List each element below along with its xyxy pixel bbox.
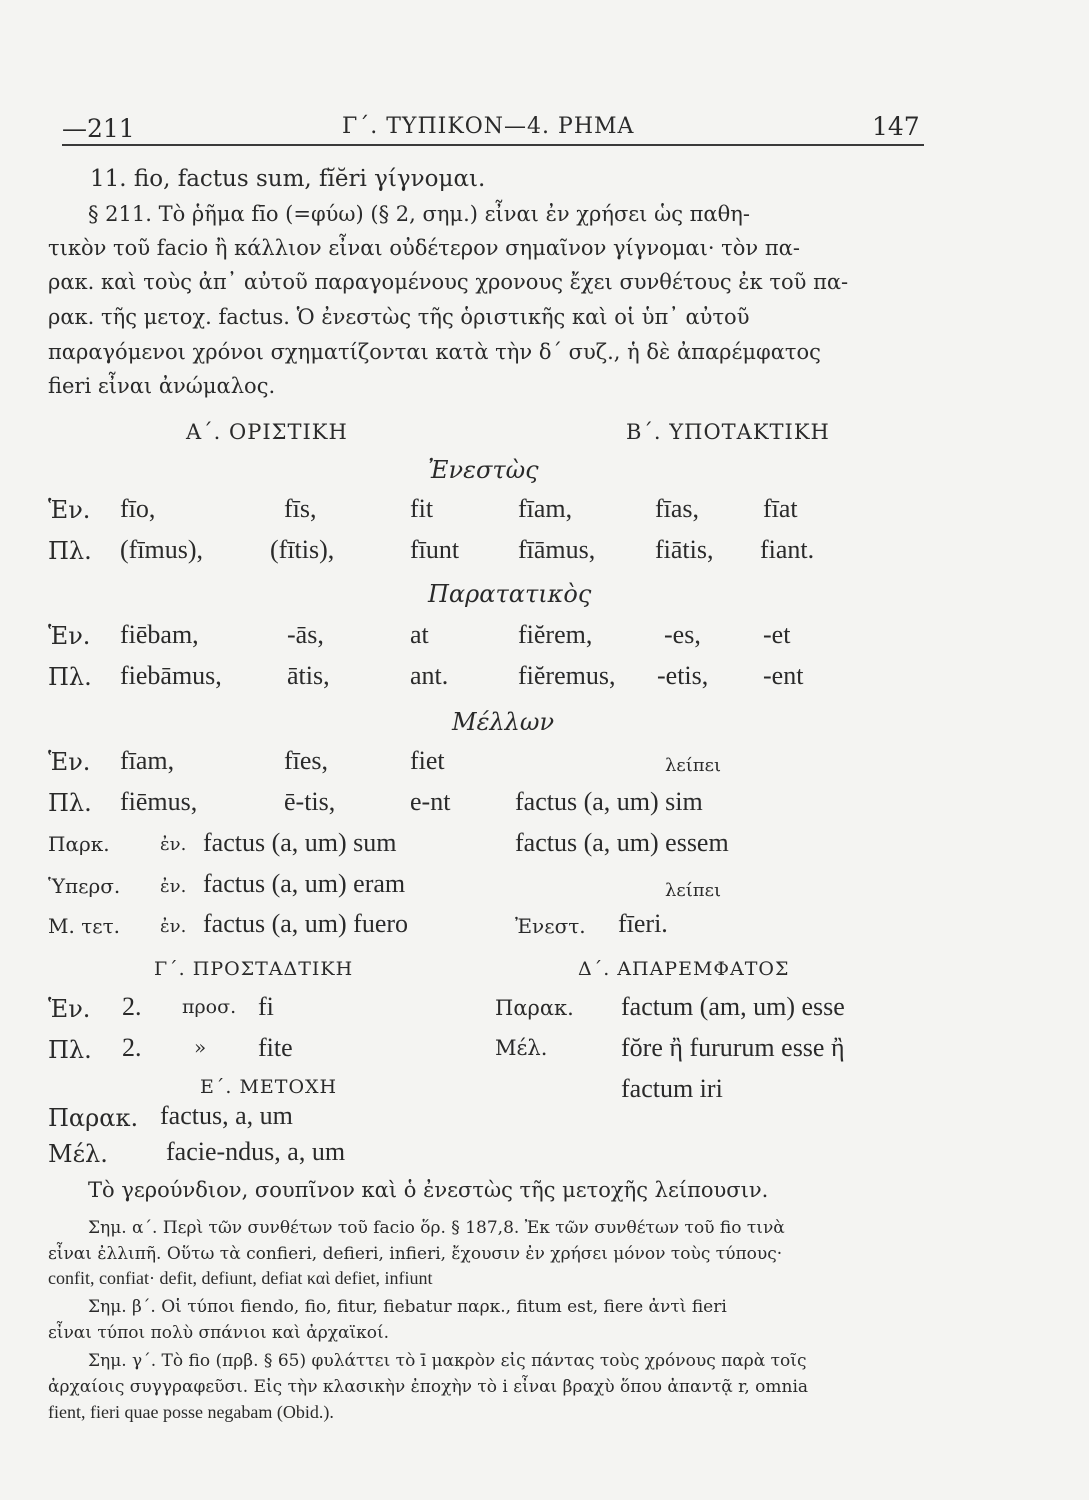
- imperfect-pl-1: fiebāmus,: [120, 661, 222, 690]
- present-subj-pl-1: fīāmus,: [518, 535, 596, 564]
- present-pl-2: (fītis),: [270, 535, 335, 564]
- present-sg-3: fit: [410, 494, 434, 523]
- future-sg-label: Ἑν.: [48, 748, 91, 776]
- imperative-pl-label: Πλ.: [48, 1036, 92, 1064]
- infinitive-perfect: factum (am, um) esse: [621, 992, 845, 1021]
- future-subj-missing: λείπει: [665, 755, 722, 776]
- imperfect-subj-pl-3: -ent: [763, 661, 804, 690]
- present-subj-sg-2: fīas,: [655, 494, 700, 523]
- imperfect-sg-2: -ās,: [287, 620, 324, 649]
- pluperfect-subj-missing: λείπει: [665, 880, 722, 901]
- future-sg-3: fiet: [410, 746, 445, 775]
- pluperfect-num: ἐν.: [160, 876, 187, 897]
- mood-infinitive-heading: Δ΄. ΑΠΑΡΕΜΦΑΤΟΣ: [578, 958, 790, 980]
- present-subj-pl-3: fiant.: [760, 535, 815, 564]
- infinitive-future-2: factum iri: [621, 1074, 723, 1103]
- participle-future: facie-ndus, a, um: [166, 1137, 346, 1166]
- verb-title: 11. fio, factus sum, fĭĕri γίγνομαι.: [90, 166, 486, 192]
- tense-present-heading: Ἐνεστὼς: [428, 456, 539, 484]
- imperfect-subj-sg-3: -et: [763, 620, 791, 649]
- perfect-subjunctive: factus (a, um) essem: [515, 828, 729, 857]
- present-pl-1: (fīmus),: [120, 535, 204, 564]
- imperfect-pl-2: ātis,: [287, 661, 330, 690]
- paragraph-line-5: παραγόμενοι χρόνοι σχηματίζονται κατὰ τὴν δ΄ συζ., ἡ δὲ ἀπαρέμφατος: [48, 340, 821, 364]
- perfect-num: ἐν.: [160, 834, 187, 855]
- page-number: 147: [872, 112, 920, 141]
- header-rule: [62, 144, 924, 146]
- future-perfect-indicative: factus (a, um) fuero: [203, 909, 409, 938]
- note-c-line-3: fient, fieri quae posse negabam (Obid.).: [48, 1402, 334, 1422]
- paragraph-line-3: ρακ. καὶ τοὺς ἀπ᾽ αὐτοῦ παραγομένους χρονους ἔχει συνθέτους ἐκ τοῦ πα-: [48, 270, 849, 294]
- future-pl-label: Πλ.: [48, 789, 92, 817]
- future-perfect-num: ἐν.: [160, 916, 187, 937]
- future-subj-pl: factus (a, um) sim: [515, 787, 703, 816]
- imperative-sg-form: fi: [258, 992, 274, 1021]
- perfect-label: Παρκ.: [48, 832, 110, 856]
- header-title: Γ΄. ΤΥΠΙΚΟΝ—4. ΡΗΜΑ: [342, 114, 635, 139]
- participle-perfect: factus, a, um: [160, 1101, 293, 1130]
- note-a-line-3: confit, confiat· defit, defiunt, defiat καὶ defiet, infiunt: [48, 1268, 433, 1288]
- note-a-line-1: Σημ. α΄. Περὶ τῶν συνθέτων τοῦ facio ὅρ. § 187,8. Ἐκ τῶν συνθέτων τοῦ fio τινὰ: [88, 1218, 785, 1238]
- imperfect-sg-3: at: [410, 620, 429, 649]
- imperfect-pl-3: ant.: [410, 661, 449, 690]
- present-infinitive-label: Ἐνεστ.: [515, 914, 586, 938]
- imperative-pl-form: fite: [258, 1033, 293, 1062]
- imperfect-sg-1: fiēbam,: [120, 620, 199, 649]
- participle-perfect-label: Παρακ.: [48, 1104, 139, 1132]
- imperfect-pl-label: Πλ.: [48, 663, 92, 691]
- imperative-sg-label: Ἑν.: [48, 995, 91, 1023]
- header-section-number: —211: [62, 114, 135, 143]
- present-subj-sg-3: fīat: [763, 494, 798, 523]
- pluperfect-indicative: factus (a, um) eram: [203, 869, 406, 898]
- future-pl-2: ē-tis,: [284, 787, 336, 816]
- infinitive-perfect-label: Παρακ.: [495, 996, 574, 1020]
- imperfect-subj-pl-2: -etis,: [657, 661, 709, 690]
- infinitive-future: fŏre ἢ fururum esse ἢ: [621, 1033, 845, 1062]
- imperative-sg-num: 2.: [122, 992, 142, 1021]
- present-subj-pl-2: fiātis,: [655, 535, 714, 564]
- pluperfect-label: Ὑπερσ.: [48, 874, 121, 898]
- imperfect-subj-sg-1: fiĕrem,: [518, 620, 593, 649]
- mood-imperative-heading: Γ΄. ΠΡΟΣΤΑΔΤΙΚΗ: [154, 958, 354, 980]
- imperative-pl-ditto: »: [194, 1035, 207, 1059]
- present-sg-label: Ἑν.: [48, 496, 91, 524]
- paragraph-line-1: § 211. Τὸ ῥῆμα fīo (=φύω) (§ 2, σημ.) εἶναι ἐν χρήσει ὡς παθη-: [88, 202, 750, 226]
- imperative-pl-num: 2.: [122, 1033, 142, 1062]
- note-b-line-2: εἶναι τύποι πολὺ σπάνιοι καὶ ἀρχαϊκοί.: [48, 1323, 390, 1343]
- imperfect-subj-sg-2: -es,: [664, 620, 701, 649]
- note-c-line-2: ἀρχαίοις συγγραφεῦσι. Εἰς τὴν κλασικὴν ἐποχὴν τὸ i εἶναι βραχὺ ὅπου ἀπαντᾷ r, omnia: [48, 1377, 809, 1397]
- participle-future-label: Μέλ.: [48, 1140, 108, 1168]
- present-sg-2: fīs,: [284, 494, 317, 523]
- note-b-line-1: Σημ. β΄. Οἱ τύποι fiendo, fio, fitur, fiebatur παρκ., fitum est, fiere ἀντὶ fieri: [88, 1297, 727, 1317]
- imperfect-subj-pl-1: fiĕremus,: [518, 661, 616, 690]
- note-a-line-2: εἶναι ἐλλιπῆ. Οὕτω τὰ confieri, defieri, infieri, ἔχουσιν ἐν χρήσει μόνον τοὺς τύπους·: [48, 1244, 783, 1264]
- future-perfect-label: Μ. τετ.: [48, 914, 121, 938]
- future-pl-3: e-nt: [410, 787, 451, 816]
- present-pl-3: fīunt: [410, 535, 460, 564]
- mood-subjunctive-heading: Β΄. ΥΠΟΤΑΚΤΙΚΗ: [626, 420, 830, 444]
- paragraph-line-6: fieri εἶναι ἀνώμαλος.: [48, 374, 276, 398]
- present-pl-label: Πλ.: [48, 537, 92, 565]
- paragraph-line-4: ρακ. τῆς μετοχ. factus. Ὁ ἐνεστὼς τῆς ὁριστικῆς καὶ οἱ ὑπ᾽ αὐτοῦ: [48, 305, 750, 329]
- note-c-line-1: Σημ. γ΄. Τὸ fio (πρβ. § 65) φυλάττει τὸ ī μακρὸν εἰς πάντας τοὺς χρόνους παρὰ τοῖς: [88, 1351, 807, 1371]
- perfect-indicative: factus (a, um) sum: [203, 828, 397, 857]
- present-sg-1: fīo,: [120, 494, 156, 523]
- tense-imperfect-heading: Παρατατικὸς: [428, 580, 592, 608]
- imperfect-sg-label: Ἑν.: [48, 622, 91, 650]
- future-sg-2: fīes,: [284, 746, 329, 775]
- mood-participle-heading: Ε΄. ΜΕΤΟΧΗ: [200, 1076, 338, 1098]
- infinitive-future-label: Μέλ.: [495, 1036, 548, 1060]
- imperative-sg-pros: προσ.: [182, 996, 237, 1018]
- closing-sentence: Τὸ γερούνδιον, σουπῖνον καὶ ὁ ἐνεστὼς τῆς μετοχῆς λείπουσιν.: [88, 1178, 769, 1202]
- future-pl-1: fiēmus,: [120, 787, 198, 816]
- future-sg-1: fīam,: [120, 746, 175, 775]
- mood-indicative-heading: Α΄. ΟΡΙΣΤΙΚΗ: [186, 420, 348, 444]
- present-subj-sg-1: fīam,: [518, 494, 573, 523]
- present-infinitive: fīeri.: [618, 909, 668, 938]
- tense-future-heading: Μέλλων: [452, 708, 555, 736]
- paragraph-line-2: τικὸν τοῦ facio ἢ κάλλιον εἶναι οὐδέτερον σημαῖνον γίγνομαι· τὸν πα-: [48, 236, 800, 260]
